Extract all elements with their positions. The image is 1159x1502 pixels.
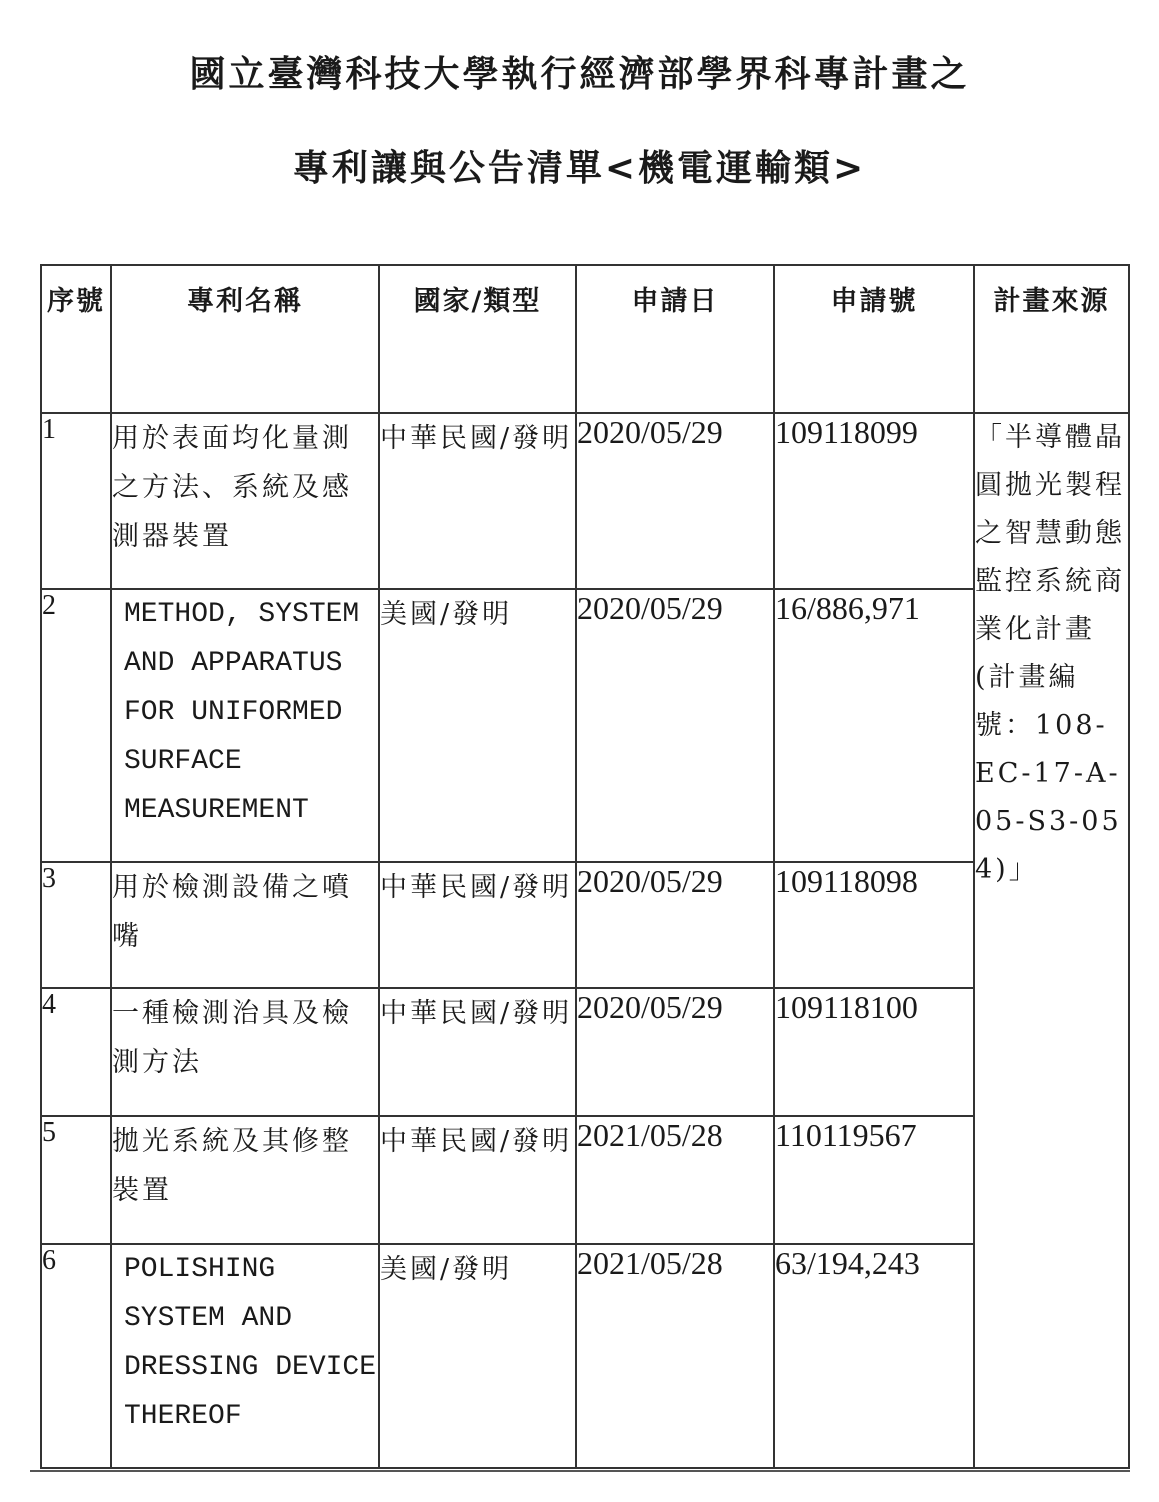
row-country-type: 中華民國/發明 <box>379 1116 576 1244</box>
row-application-no: 109118099 <box>774 413 974 589</box>
row-application-no: 110119567 <box>774 1116 974 1244</box>
row-application-date: 2020/05/29 <box>576 988 774 1116</box>
header-application-date: 申請日 <box>576 265 774 413</box>
row-serial-no: 1 <box>41 413 111 589</box>
header-project-source: 計畫來源 <box>974 265 1129 413</box>
row-patent-name: POLISHING SYSTEM AND DRESSING DEVICE THEREOF <box>111 1244 379 1468</box>
row-application-no: 109118098 <box>774 862 974 988</box>
table-row <box>41 1244 1129 1468</box>
table-header-row <box>41 265 1129 413</box>
row-country-type: 美國/發明 <box>379 589 576 862</box>
row-patent-name: METHOD, SYSTEM AND APPARATUS FOR UNIFORMED SURFACE MEASUREMENT <box>111 589 379 862</box>
table-row <box>41 1116 1129 1244</box>
document-title-line1: 國立臺灣科技大學執行經濟部學界科專計畫之 <box>189 54 970 95</box>
bottom-divider <box>30 1470 1130 1472</box>
header-application-no: 申請號 <box>774 265 974 413</box>
row-application-date: 2020/05/29 <box>576 589 774 862</box>
header-patent-name: 專利名稱 <box>111 265 379 413</box>
row-country-type: 中華民國/發明 <box>379 413 576 589</box>
row-application-date: 2020/05/29 <box>576 413 774 589</box>
row-serial-no: 3 <box>41 862 111 988</box>
row-patent-name: 一種檢測治具及檢測方法 <box>111 988 379 1116</box>
row-serial-no: 2 <box>41 589 111 862</box>
row-application-date: 2020/05/29 <box>576 862 774 988</box>
table-row <box>41 413 1129 589</box>
row-application-no: 63/194,243 <box>774 1244 974 1468</box>
patent-table <box>40 264 1130 1469</box>
row-patent-name: 用於表面均化量測之方法、系統及感測器裝置 <box>111 413 379 589</box>
row-country-type: 中華民國/發明 <box>379 862 576 988</box>
row-application-date: 2021/05/28 <box>576 1244 774 1468</box>
row-application-date: 2021/05/28 <box>576 1116 774 1244</box>
project-source-cell: 「半導體晶圓拋光製程之智慧動態監控系統商業化計畫(計畫編號：108-EC-17-A-05-S3-054)」 <box>974 413 1129 1468</box>
row-patent-name: 用於檢測設備之噴嘴 <box>111 862 379 988</box>
row-application-no: 109118100 <box>774 988 974 1116</box>
row-serial-no: 5 <box>41 1116 111 1244</box>
row-country-type: 美國/發明 <box>379 1244 576 1468</box>
table-row <box>41 862 1129 988</box>
document-title-line2: 專利讓與公告清單<機電運輸類> <box>292 148 867 189</box>
table-row <box>41 589 1129 862</box>
row-application-no: 16/886,971 <box>774 589 974 862</box>
row-country-type: 中華民國/發明 <box>379 988 576 1116</box>
table-row <box>41 988 1129 1116</box>
header-serial-no: 序號 <box>41 265 111 413</box>
row-serial-no: 6 <box>41 1244 111 1468</box>
header-country-type: 國家/類型 <box>379 265 576 413</box>
row-patent-name: 拋光系統及其修整裝置 <box>111 1116 379 1244</box>
row-serial-no: 4 <box>41 988 111 1116</box>
